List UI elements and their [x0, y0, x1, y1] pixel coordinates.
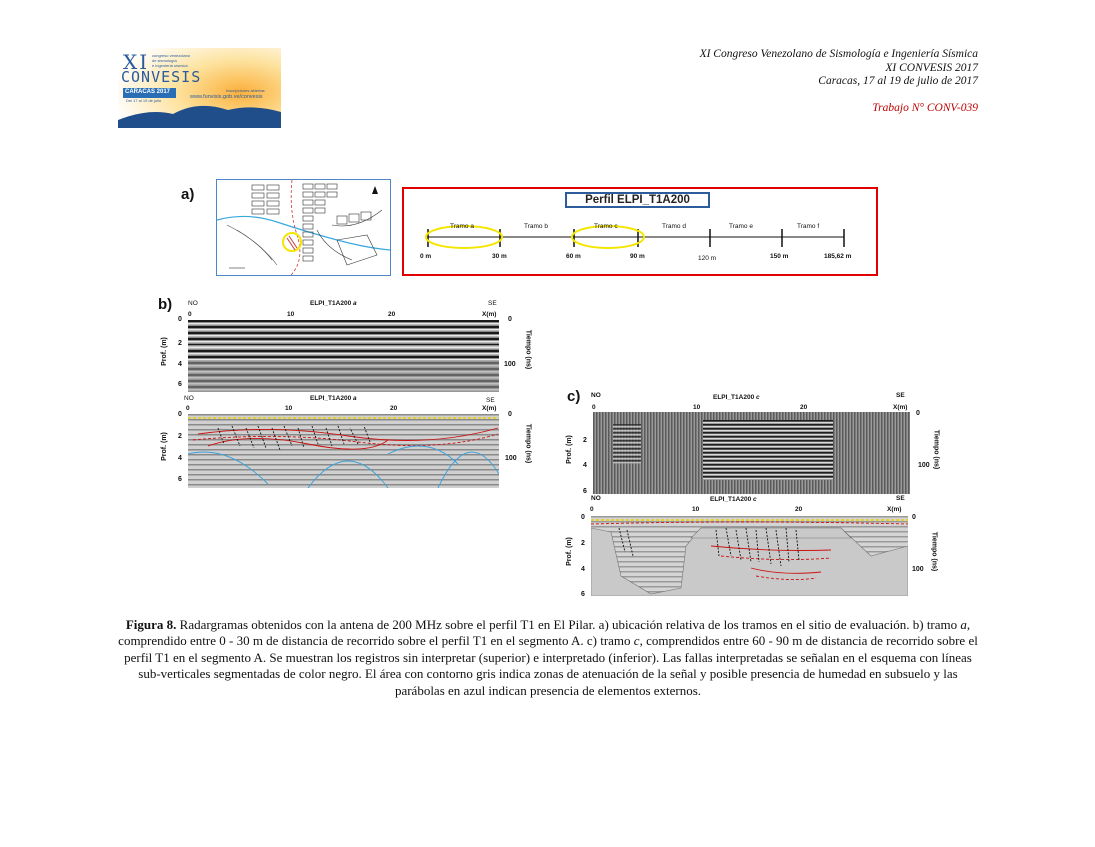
c-upper-rtick-0: 0 [916, 410, 920, 417]
b-lower-xtick-20: 20 [390, 405, 398, 412]
b-lower-rtick-0: 0 [508, 411, 512, 418]
b-lower-title: ELPI_T1A200 a [310, 395, 357, 402]
radargram-a-interpreted [188, 414, 499, 488]
b-upper-ytick-4: 4 [178, 361, 182, 368]
header-line-3: Caracas, 17 al 19 de julio de 2017 [818, 75, 978, 87]
c-upper-rtick-100: 100 [918, 462, 930, 469]
b-upper-ylabel-right: Tiempo (ns) [524, 329, 532, 370]
tramo-d: Tramo d [662, 223, 686, 230]
logo-small-1: congreso venezolano [152, 53, 191, 58]
caption-part-3: , comprendidos entre 60 - 90 m de distancia de recorrido sobre el perfil T1 en el segmento A. Se muestran los registros sin interpretar (superior) e interpretado (inferior). Las fallas interpretadas se señalan en el esquema con líneas sub-verticales segmentadas de color negro. El área con contorno gris indica zonas de atenuación de la señal y posible presencia de humedad en subsuelo y las parábolas en azul indican presencia de elementos externos. [124, 633, 978, 698]
panel-c-letter: c) [567, 388, 581, 405]
radargram-c-interpreted [591, 516, 908, 596]
caption-part-1: Radargramas obtenidos con la antena de 200 MHz sobre el perfil T1 en El Pilar. a) ubicación relativa de los tramos en el sitio de evaluación. b) tramo [176, 617, 961, 632]
c-lower-title: ELPI_T1A200 c [710, 496, 757, 503]
b-lower-ytick-4: 4 [178, 455, 182, 462]
c-lower-xtick-10: 10 [692, 506, 700, 513]
location-map [216, 179, 391, 276]
b-upper-title: ELPI_T1A200 a [310, 300, 357, 307]
caption-italic-2: c [633, 633, 640, 649]
tramo-a: Tramo a [450, 223, 474, 230]
logo-small-2: de sismología [152, 58, 177, 63]
b-upper-xtick-0: 0 [188, 311, 192, 318]
c-lower-rtick-0: 0 [912, 514, 916, 521]
tramo-b: Tramo b [524, 223, 548, 230]
c-lower-ytick-0: 0 [581, 514, 585, 521]
c-upper-ytick-4: 4 [583, 462, 587, 469]
radargram-a-raw [188, 320, 499, 392]
logo-registration: Inscripciones abiertas [226, 88, 265, 93]
dist-60: 60 m [566, 253, 581, 260]
c-upper-xtick-10: 10 [693, 404, 701, 411]
c-lower-xtick-20: 20 [795, 506, 803, 513]
radargram-c-raw [593, 412, 910, 494]
c-lower-ylabel-right: Tiempo (ns) [930, 531, 938, 572]
b-lower-rtick-100: 100 [505, 455, 517, 462]
c-upper-xtick-20: 20 [800, 404, 808, 411]
profile-title: Perfil ELPI_T1A200 [565, 192, 710, 208]
header-line-1: XI Congreso Venezolano de Sismología e Ingeniería Sísmica [699, 48, 978, 60]
tramo-c: Tramo c [594, 223, 618, 230]
c-lower-xunit: X(m) [887, 506, 902, 513]
convesis-logo [118, 48, 281, 128]
c-upper-ytick-2: 2 [583, 437, 587, 444]
c-upper-ytick-6: 6 [583, 488, 587, 495]
c-upper-ylabel-right: Tiempo (ns) [932, 429, 940, 470]
b-lower-xtick-10: 10 [285, 405, 293, 412]
caption-italic-1: a [960, 617, 967, 632]
b-lower-left-dir: NO [184, 395, 194, 402]
b-upper-left-dir: NO [188, 300, 198, 307]
logo-small-3: e ingeniería sísmica [152, 63, 188, 68]
c-upper-title: ELPI_T1A200 c [713, 394, 760, 401]
c-lower-ytick-4: 4 [581, 566, 585, 573]
b-upper-rtick-100: 100 [504, 361, 516, 368]
c-lower-ylabel: Prof. (m) [565, 537, 573, 566]
dist-120: 120 m [698, 255, 717, 262]
b-upper-xtick-10: 10 [287, 311, 295, 318]
b-lower-ylabel-right: Tiempo (ns) [524, 423, 532, 464]
b-lower-xunit: X(m) [482, 405, 497, 412]
dist-0: 0 m [420, 253, 432, 260]
dist-185: 185,62 m [824, 253, 852, 260]
figure-label: Figura 8. [125, 617, 177, 632]
b-upper-ytick-0: 0 [178, 316, 182, 323]
c-lower-xtick-0: 0 [590, 506, 594, 513]
c-upper-ylabel: Prof. (m) [565, 435, 573, 464]
c-upper-xunit: X(m) [893, 404, 908, 411]
c-lower-right-dir: SE [896, 495, 905, 502]
logo-city: CARACAS 2017 [125, 89, 171, 95]
logo-url: www.funvisis.gob.ve/convesis [190, 94, 263, 100]
c-lower-ytick-2: 2 [581, 540, 585, 547]
c-lower-left-dir: NO [591, 495, 601, 502]
logo-dates: Del 17 al 19 de julio [126, 98, 162, 103]
panel-b-letter: b) [158, 296, 173, 313]
trabajo-number: Trabajo N° CONV-039 [872, 101, 978, 114]
b-upper-xtick-20: 20 [388, 311, 396, 318]
b-lower-ytick-2: 2 [178, 433, 182, 440]
logo-roman: XI [123, 50, 150, 74]
b-upper-ytick-2: 2 [178, 340, 182, 347]
conference-header [700, 48, 978, 115]
logo-name: CONVESIS [121, 68, 202, 86]
b-upper-right-dir: SE [488, 300, 497, 307]
tramo-e: Tramo e [729, 223, 753, 230]
c-upper-left-dir: NO [591, 392, 601, 399]
b-lower-ylabel: Prof. (m) [160, 432, 168, 461]
c-upper-xtick-0: 0 [592, 404, 596, 411]
profile-scale [404, 189, 876, 274]
c-lower-rtick-100: 100 [912, 566, 924, 573]
profile-frame [402, 187, 878, 276]
b-upper-ylabel: Prof. (m) [160, 337, 168, 366]
b-lower-xtick-0: 0 [186, 405, 190, 412]
b-lower-ytick-0: 0 [178, 411, 182, 418]
b-lower-ytick-6: 6 [178, 476, 182, 483]
panel-a-letter: a) [181, 186, 195, 203]
c-lower-ytick-6: 6 [581, 591, 585, 598]
dist-90: 90 m [630, 253, 645, 260]
c-upper-right-dir: SE [896, 392, 905, 399]
b-upper-rtick-0: 0 [508, 316, 512, 323]
tramo-f: Tramo f [797, 223, 820, 230]
dist-150: 150 m [770, 253, 789, 260]
b-upper-ytick-6: 6 [178, 381, 182, 388]
b-upper-xunit: X(m) [482, 311, 497, 318]
figure-caption [118, 617, 978, 699]
header-line-2: XI CONVESIS 2017 [885, 61, 978, 74]
dist-30: 30 m [492, 253, 507, 260]
b-lower-right-dir: SE [486, 397, 495, 404]
caption-part-2: , comprendido entre 0 - 30 m de distancia de recorrido sobre el perfil T1 en el segmento A. c) tramo [118, 617, 971, 649]
